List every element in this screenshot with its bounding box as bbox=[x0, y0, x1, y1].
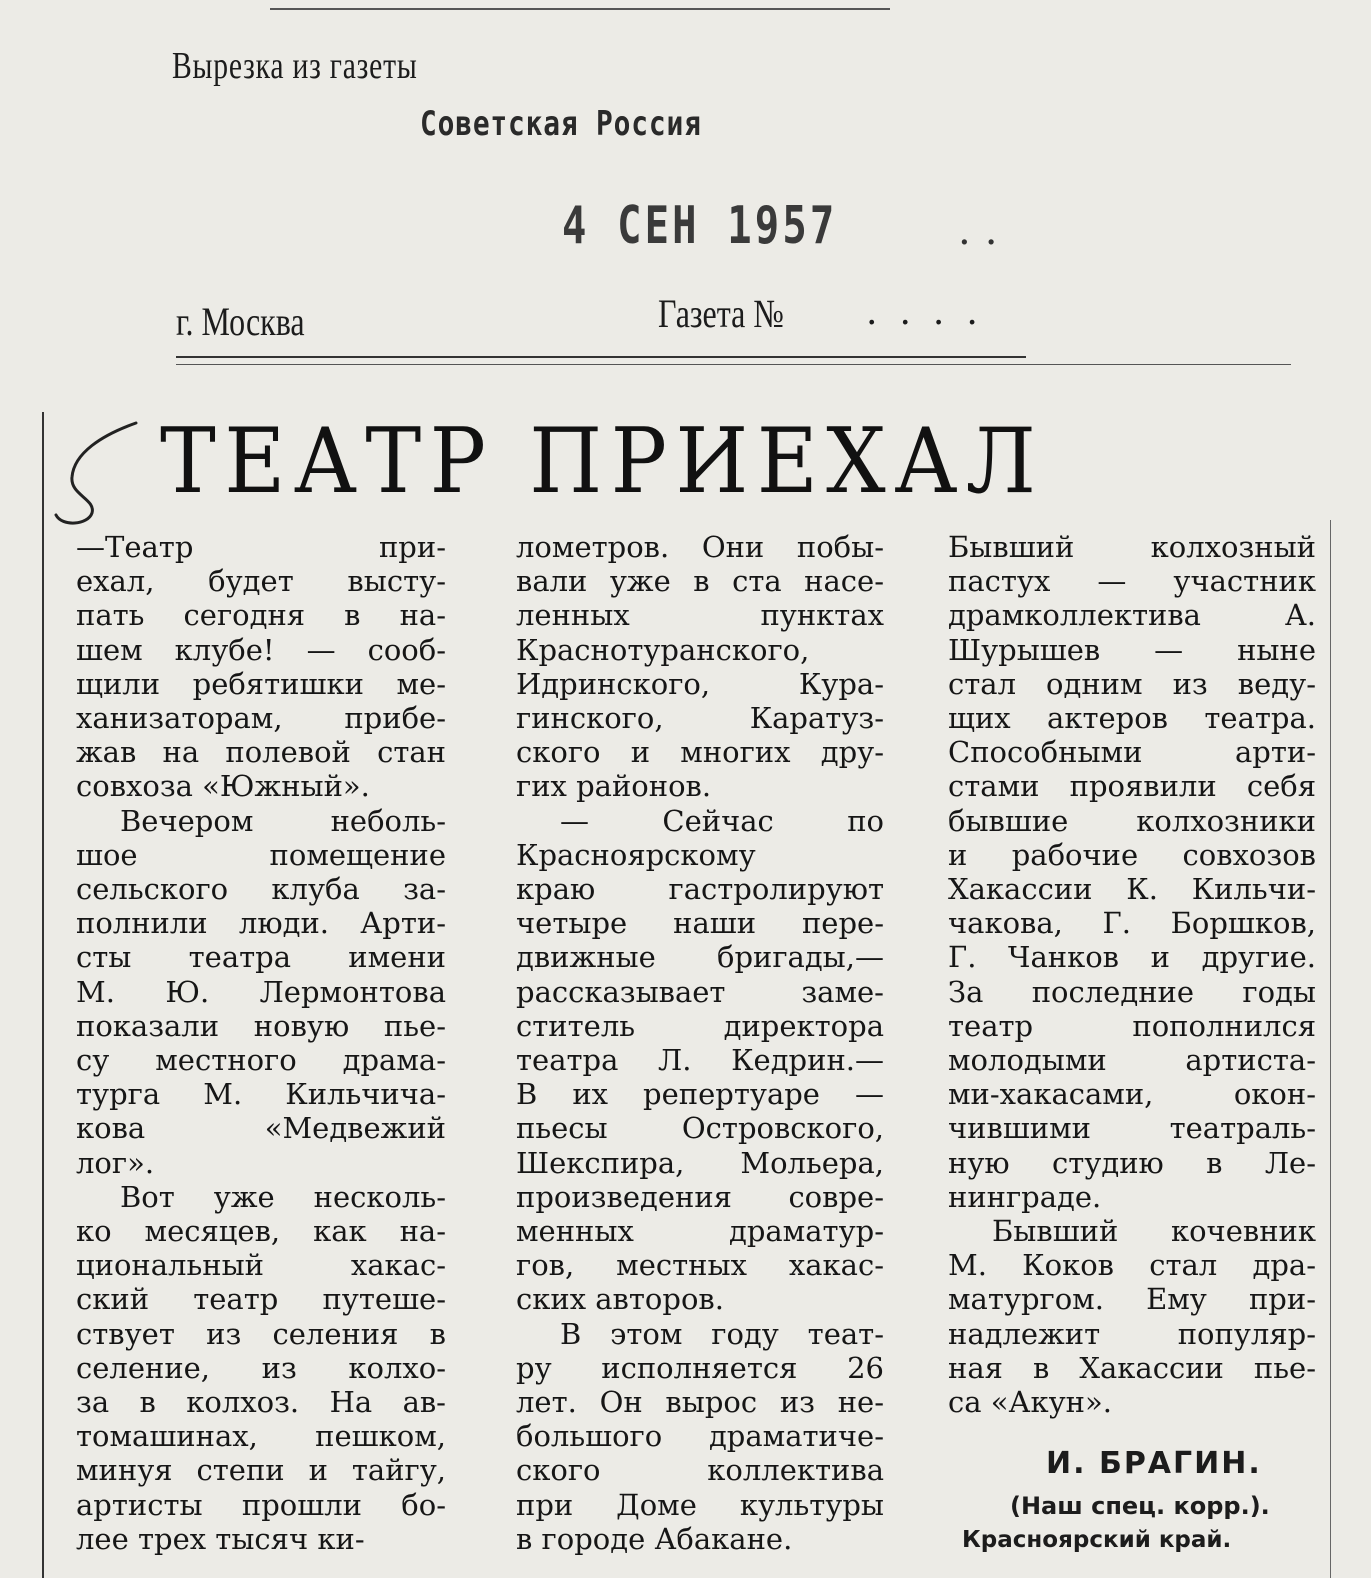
article-line: полнили люди. Арти- bbox=[76, 906, 446, 941]
article-line: лог». bbox=[76, 1145, 155, 1180]
issue-dots: .... bbox=[866, 292, 1000, 333]
article-line: пьесы Островского, bbox=[516, 1111, 884, 1146]
article-line: рассказывает заме- bbox=[516, 974, 884, 1009]
article-line: Вечером неболь- bbox=[120, 803, 446, 838]
article-line: стал одним из веду- bbox=[948, 666, 1316, 701]
article-line: менных драматур- bbox=[516, 1214, 884, 1249]
author-role: (Наш спец. корр.). bbox=[1010, 1492, 1270, 1520]
article-line: Бывший колхозный bbox=[948, 530, 1316, 564]
article-line: театра Л. Кедрин.— bbox=[516, 1043, 884, 1078]
article-line: ко месяцев, как на- bbox=[76, 1214, 446, 1249]
article-line: стами проявили себя bbox=[948, 769, 1316, 804]
article-line: надлежит популяр- bbox=[948, 1316, 1316, 1351]
article-line: бывшие колхозники bbox=[948, 803, 1316, 838]
clipping-right-edge bbox=[1330, 520, 1331, 1578]
article-line: вали уже в ста насе- bbox=[516, 564, 884, 599]
article-line: артисты прошли бо- bbox=[76, 1487, 446, 1522]
article-line: томашинах, пешком, bbox=[76, 1419, 446, 1454]
article-line: Г. Чанков и другие. bbox=[948, 940, 1316, 975]
article-line: и рабочие совхозов bbox=[948, 837, 1316, 872]
article-line: Бывший кочевник bbox=[992, 1214, 1316, 1249]
article-line: движные бригады,— bbox=[516, 940, 884, 975]
article-line: показали новую пье- bbox=[76, 1008, 446, 1043]
article-line: За последние годы bbox=[948, 974, 1316, 1009]
article-line: краю гастролируют bbox=[516, 872, 884, 907]
article-line: пать сегодня в на- bbox=[76, 598, 446, 633]
article-line: ститель директора bbox=[516, 1008, 884, 1043]
article-line: ми-хакасами, окон- bbox=[948, 1077, 1316, 1112]
article-line: при Доме культуры bbox=[516, 1487, 884, 1522]
article-line: М. Коков стал дра- bbox=[948, 1248, 1316, 1283]
article-line: лее трех тысяч ки- bbox=[76, 1521, 365, 1556]
article-line: ханизаторам, прибе- bbox=[76, 701, 446, 736]
article-line: драмколлектива А. bbox=[948, 598, 1316, 633]
article-line: — Сейчас по bbox=[560, 803, 884, 838]
article-column-2 bbox=[516, 530, 884, 1556]
article-line: чившими театраль- bbox=[948, 1111, 1316, 1146]
article-line: ских авторов. bbox=[516, 1282, 724, 1317]
article-line: в городе Абакане. bbox=[516, 1521, 793, 1556]
article-line: лометров. Они побы- bbox=[516, 530, 884, 564]
city-label: г. Москва bbox=[176, 299, 305, 344]
article-line: большого драматиче- bbox=[516, 1419, 884, 1454]
article-line: четыре наши пере- bbox=[516, 906, 884, 941]
article-line: ского и многих дру- bbox=[516, 735, 884, 770]
article-line: кова «Медвежий bbox=[76, 1111, 446, 1146]
article-line: гих районов. bbox=[516, 769, 712, 804]
article-line: ского коллектива bbox=[516, 1453, 884, 1488]
article-line: циональный хакас- bbox=[76, 1248, 446, 1283]
stamp-dots: .. bbox=[958, 208, 1012, 254]
article-line: щих актеров театра. bbox=[948, 701, 1316, 736]
top-rule bbox=[270, 8, 890, 10]
article-line: ский театр путеше- bbox=[76, 1282, 446, 1317]
article-line: Вот уже несколь- bbox=[120, 1179, 446, 1214]
article-line: гинского, Каратуз- bbox=[516, 701, 884, 736]
article-line: шое помещение bbox=[76, 837, 446, 872]
article-line: Шурышев — ныне bbox=[948, 632, 1316, 667]
article-line: минуя степи и тайгу, bbox=[76, 1453, 446, 1488]
article-line: ру исполняется 26 bbox=[516, 1350, 884, 1385]
article-line: су местного драма- bbox=[76, 1043, 446, 1078]
article-line: Хакассии К. Кильчи- bbox=[948, 872, 1316, 907]
author-name: И. БРАГИН. bbox=[1046, 1446, 1262, 1481]
article-line: сельского клуба за- bbox=[76, 872, 446, 907]
article-line: лет. Он вырос из не- bbox=[516, 1385, 884, 1420]
header-rule bbox=[176, 356, 1026, 358]
article-line: Идринского, Кура- bbox=[516, 666, 884, 701]
article-line: сты театра имени bbox=[76, 940, 446, 975]
article-line: турга М. Кильчича- bbox=[76, 1077, 446, 1112]
article-line: Способными арти- bbox=[948, 735, 1316, 770]
article-line: матургом. Ему при- bbox=[948, 1282, 1316, 1317]
article-line: ствует из селения в bbox=[76, 1316, 446, 1351]
newspaper-name: Советская Россия bbox=[420, 104, 702, 144]
article-line: за в колхоз. На ав- bbox=[76, 1385, 446, 1420]
article-line: произведения совре- bbox=[516, 1179, 884, 1214]
article-line: гов, местных хакас- bbox=[516, 1248, 884, 1283]
issue-label: Газета № bbox=[658, 291, 784, 336]
article-line: Красноярскому bbox=[516, 837, 756, 872]
article-line: жав на полевой стан bbox=[76, 735, 446, 770]
header-rule-long bbox=[176, 364, 1291, 365]
article-line: нинграде. bbox=[948, 1179, 1102, 1214]
author-place: Красноярский край. bbox=[962, 1527, 1232, 1553]
article-line: Шекспира, Мольера, bbox=[516, 1145, 884, 1180]
article-line: ехал, будет высту- bbox=[76, 564, 446, 599]
article-line: ленных пунктах bbox=[516, 598, 884, 633]
article-line: В их репертуаре — bbox=[516, 1077, 884, 1112]
article-line: молодыми артиста- bbox=[948, 1043, 1316, 1078]
handwritten-mark-icon bbox=[52, 415, 142, 530]
article-line: Краснотуранского, bbox=[516, 632, 810, 667]
date-stamp: 4 СЕН 1957 bbox=[562, 196, 838, 256]
article-line: селение, из колхо- bbox=[76, 1350, 446, 1385]
article-line: чакова, Г. Боршков, bbox=[948, 906, 1316, 941]
article-line: пастух — участник bbox=[948, 564, 1316, 599]
article-line: М. Ю. Лермонтова bbox=[76, 974, 446, 1009]
article-line: щили ребятишки ме- bbox=[76, 666, 446, 701]
article-line: В этом году теат- bbox=[560, 1316, 884, 1351]
clipping-left-edge bbox=[42, 412, 44, 1578]
article-line: са «Акун». bbox=[948, 1385, 1112, 1420]
article-line: шем клубе! — сооб- bbox=[76, 632, 446, 667]
article-column-1 bbox=[76, 530, 446, 1556]
article-line: —Театр при- bbox=[76, 530, 446, 564]
article-line: ная в Хакассии пье- bbox=[948, 1350, 1316, 1385]
article-line: ную студию в Ле- bbox=[948, 1145, 1316, 1180]
article-line: совхоза «Южный». bbox=[76, 769, 370, 804]
article-line: театр пополнился bbox=[948, 1008, 1316, 1043]
article-headline: ТЕАТР ПРИЕХАЛ bbox=[160, 409, 1045, 514]
article-column-3 bbox=[948, 530, 1316, 1419]
clipping-label: Вырезка из газеты bbox=[172, 45, 418, 87]
